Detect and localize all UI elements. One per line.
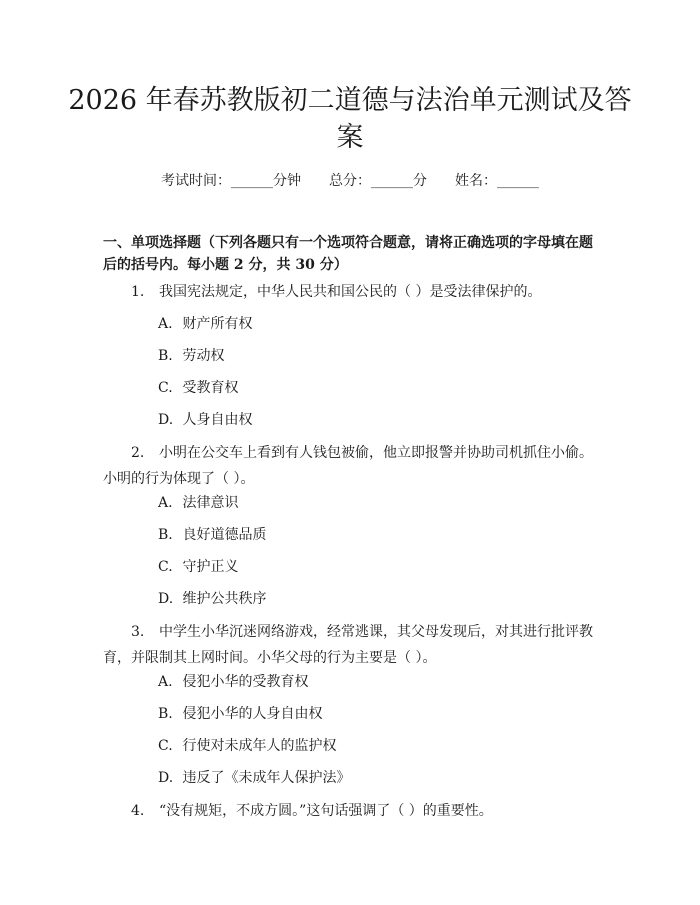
question-text: 中学生小华沉迷网络游戏，经常逃课，其父母发现后，对其进行批评教育，并限制其上网时间。小华父母的行为主要是（ ）。: [103, 624, 593, 666]
question-3: [103, 619, 601, 671]
question-4: [103, 798, 601, 824]
question-2: [103, 440, 601, 492]
option-3d: D. 违反了《未成年人保护法》: [158, 770, 351, 786]
student-name-field: 姓名：______: [455, 173, 539, 189]
option-2d: D. 维护公共秩序: [158, 591, 267, 607]
option-1b: B. 劳动权: [158, 348, 225, 364]
question-number: 4.: [131, 803, 145, 819]
option-1a: A. 财产所有权: [158, 316, 253, 332]
section-heading: 一、单项选择题（下列各题只有一个选项符合题意，请将正确选项的字母填在题后的括号内。每小题 2 分，共 30 分）: [103, 235, 593, 273]
document-title: 2026 年春苏教版初二道德与法治单元测试及答案: [68, 85, 632, 153]
option-1c: C. 受教育权: [158, 380, 239, 396]
question-text: “没有规矩，不成方圆。”这句话强调了（ ）的重要性。: [159, 803, 493, 819]
total-score-field: 总分：______分: [329, 173, 427, 189]
option-3a: A. 侵犯小华的受教育权: [158, 674, 309, 690]
option-2b: B. 良好道德品质: [158, 527, 267, 543]
question-1: [103, 279, 601, 305]
option-1d: D. 人身自由权: [158, 412, 253, 428]
question-number: 3.: [131, 624, 145, 640]
option-2c: C. 守护正义: [158, 559, 239, 575]
question-text: 我国宪法规定，中华人民共和国公民的（ ）是受法律保护的。: [159, 284, 542, 300]
question-text: 小明在公交车上看到有人钱包被偷，他立即报警并协助司机抓住小偷。小明的行为体现了（ ）。: [103, 445, 593, 487]
option-2a: A. 法律意识: [158, 495, 239, 511]
option-3c: C. 行使对未成年人的监护权: [158, 738, 337, 754]
exam-time-field: 考试时间：______分钟: [161, 173, 301, 189]
question-number: 1.: [131, 284, 145, 300]
exam-info-line: [0, 170, 700, 190]
option-3b: B. 侵犯小华的人身自由权: [158, 706, 323, 722]
question-number: 2.: [131, 445, 145, 461]
